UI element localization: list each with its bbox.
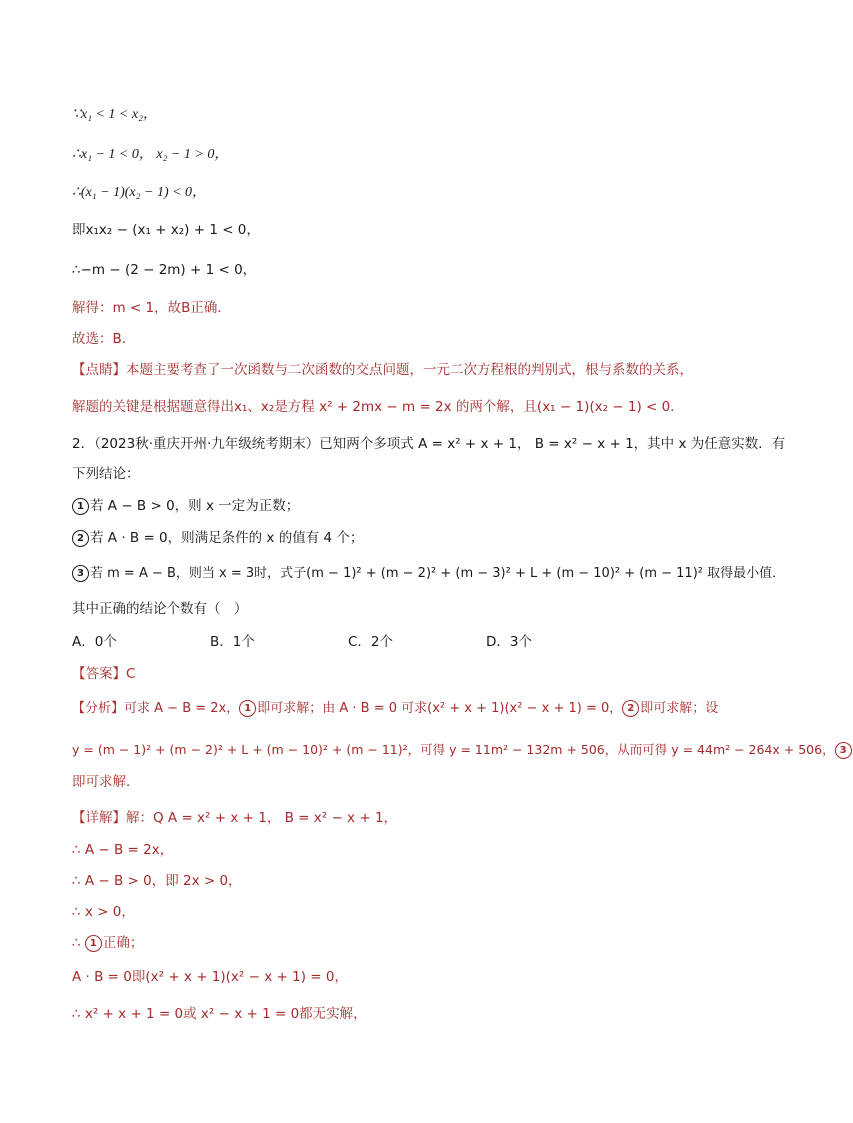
detail-tag: 【详解】 — [72, 810, 126, 826]
step-line: ∵x₁ < 1 < x₂， — [72, 107, 157, 122]
circled-number-3: 3 — [835, 742, 852, 759]
answer-line — [72, 664, 734, 684]
question-prompt: 其中正确的结论个数有（ ） — [72, 601, 248, 617]
detail-line-6: A · B = 0即(x² + x + 1)(x² − x + 1) = 0， — [72, 969, 348, 985]
analysis-text: 即可求解；由 A · B = 0 可求(x² + x + 1)(x² − x + 1) = 0， — [257, 701, 623, 716]
answer-tag: 【答案】 — [72, 666, 126, 682]
detail-line-7: ∴ x² + x + 1 = 0或 x² − x + 1 = 0都无实解， — [72, 1006, 367, 1022]
choice-line: 故选：B． — [72, 331, 136, 347]
conclusion-text: 若 m = A − B，则当 x = 3时，式子(m − 1)² + (m − 2)² + (m − 3)² + L + (m − 10)² + (m − 11)² 取得最小值． — [90, 566, 786, 581]
detail-line-4: ∴ x > 0， — [72, 904, 135, 920]
dianjing-text: 本题主要考查了一次函数与二次函数的交点问题，一元二次方程根的判别式，根与系数的关系， — [126, 362, 693, 378]
detail-line-3: ∴ A − B > 0，即 2x > 0， — [72, 873, 242, 889]
dianjing-tag: 【点睛】 — [72, 362, 126, 378]
option-b: B．1个 — [210, 634, 255, 650]
circled-number-2: 2 — [72, 530, 89, 547]
options-row — [72, 632, 734, 652]
circled-number-3: 3 — [72, 565, 89, 582]
dianjing-line — [72, 360, 734, 380]
circled-number-1: 1 — [72, 498, 89, 515]
conclusion-2 — [72, 528, 734, 548]
answer-value: C — [126, 666, 136, 682]
detail-line-1 — [72, 808, 734, 828]
detail-text: 解：Q A = x² + x + 1， B = x² − x + 1， — [126, 810, 398, 826]
detail-text: ∴ — [72, 935, 85, 951]
conclusion-text: 若 A − B > 0，则 x 一定为正数； — [90, 498, 300, 514]
analysis-text: 即可求解；设 — [640, 701, 719, 716]
dianjing-line-2: 解题的关键是根据题意得出x₁、x₂是方程 x² + 2mx − m = 2x 的两个解，且(x₁ − 1)(x₂ − 1) < 0． — [72, 399, 684, 415]
analysis-tag: 【分析】 — [72, 701, 125, 716]
step-line: ∴(x₁ − 1)(x₂ − 1) < 0， — [72, 185, 207, 200]
step-line: ∴−m − (2 − 2m) + 1 < 0， — [72, 262, 257, 278]
detail-text: 正确； — [102, 935, 144, 951]
question-intro: 2．（2023秋·重庆开州·九年级统考期末）已知两个多项式 A = x² + x + 1， B = x² − x + 1，其中 x 为任意实数．有 — [72, 436, 786, 452]
conclusion-3 — [72, 564, 786, 584]
question-intro-2: 下列结论： — [72, 466, 140, 482]
analysis-text: y = (m − 1)² + (m − 2)² + L + (m − 10)² + (m − 11)²，可得 y = 11m² − 132m + 506，从而可得 y = 44m² − 264x + 506， — [72, 742, 835, 757]
option-a: A．0个 — [72, 634, 117, 650]
analysis-line-1 — [72, 699, 734, 719]
conclusion-text: 若 A · B = 0，则满足条件的 x 的值有 4 个； — [90, 530, 364, 546]
analysis-line-2 — [72, 740, 847, 760]
circled-number-1: 1 — [85, 935, 102, 952]
analysis-text: 可求 A − B = 2x， — [124, 701, 240, 716]
conclusion-1 — [72, 496, 734, 516]
option-d: D．3个 — [486, 634, 532, 650]
solution-line: 解得：m < 1，故B正确． — [72, 300, 231, 316]
circled-number-1: 1 — [239, 700, 256, 717]
step-line: ∴x₁ − 1 < 0， x₂ − 1 > 0， — [72, 147, 229, 162]
step-line: 即x₁x₂ − (x₁ + x₂) + 1 < 0， — [72, 222, 260, 238]
detail-line-5 — [72, 933, 734, 953]
analysis-line-3: 即可求解． — [72, 774, 140, 790]
detail-line-2: ∴ A − B = 2x， — [72, 842, 174, 858]
circled-number-2: 2 — [622, 700, 639, 717]
option-c: C．2个 — [348, 634, 394, 650]
